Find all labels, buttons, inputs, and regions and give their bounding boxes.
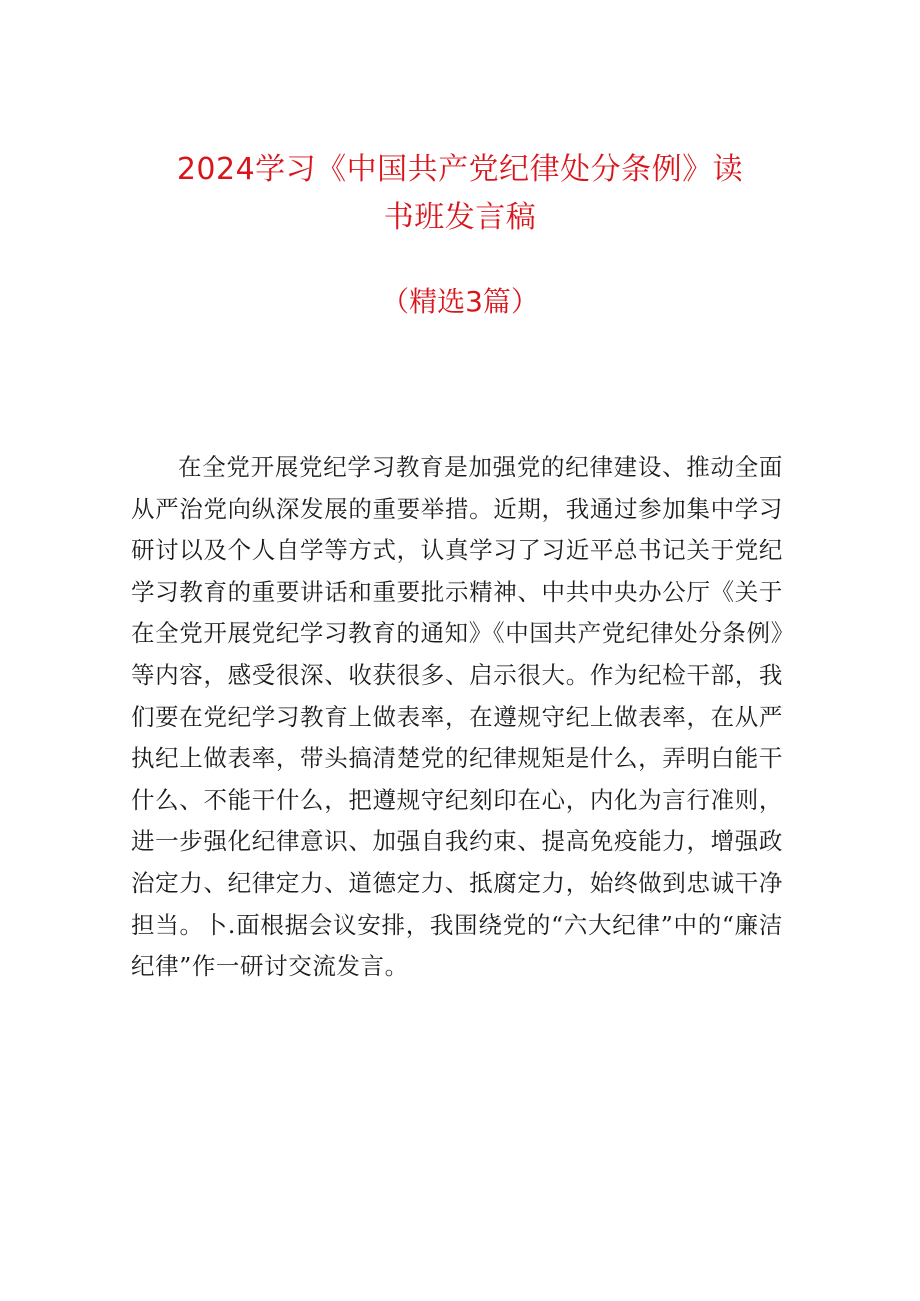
document-title: [0, 146, 920, 242]
document-subtitle: （精选3篇）: [381, 285, 539, 318]
title-line-2: 书班发言稿: [383, 200, 537, 235]
body-paragraph: 在全党开展党纪学习教育是加强党的纪律建设、推动全面从严治党向纵深发展的重要举措。近期，我通过参加集中学习研讨以及个人自学等方式，认真学习了习近平总书记关于党纪学习教育的重要讲话和重要批示精神、中共中央办公厅《关于在全党开展党纪学习教育的通知》《中国共产党纪律处分条例》等内容，感受很深、收获很多、启示很大。作为纪检干部，我们要在党纪学习教育上做表率，在遵规守纪上做表率，在从严执纪上做表率，带头搞清楚党的纪律规矩是什么，弄明白能干什么、不能干什么，把遵规守纪刻印在心，内化为言行准则，进一步强化纪律意识、加强自我约束、提高免疫能力，增强政治定力、纪律定力、道德定力、抵腐定力，始终做到忠诚干净担当。卜.面根据会议安排，我围绕党的“六大纪律”中的“廉洁纪律”作一研讨交流发言。: [131, 453, 783, 981]
title-line-1: 2024学习《中国共产党纪律处分条例》读: [176, 152, 744, 187]
